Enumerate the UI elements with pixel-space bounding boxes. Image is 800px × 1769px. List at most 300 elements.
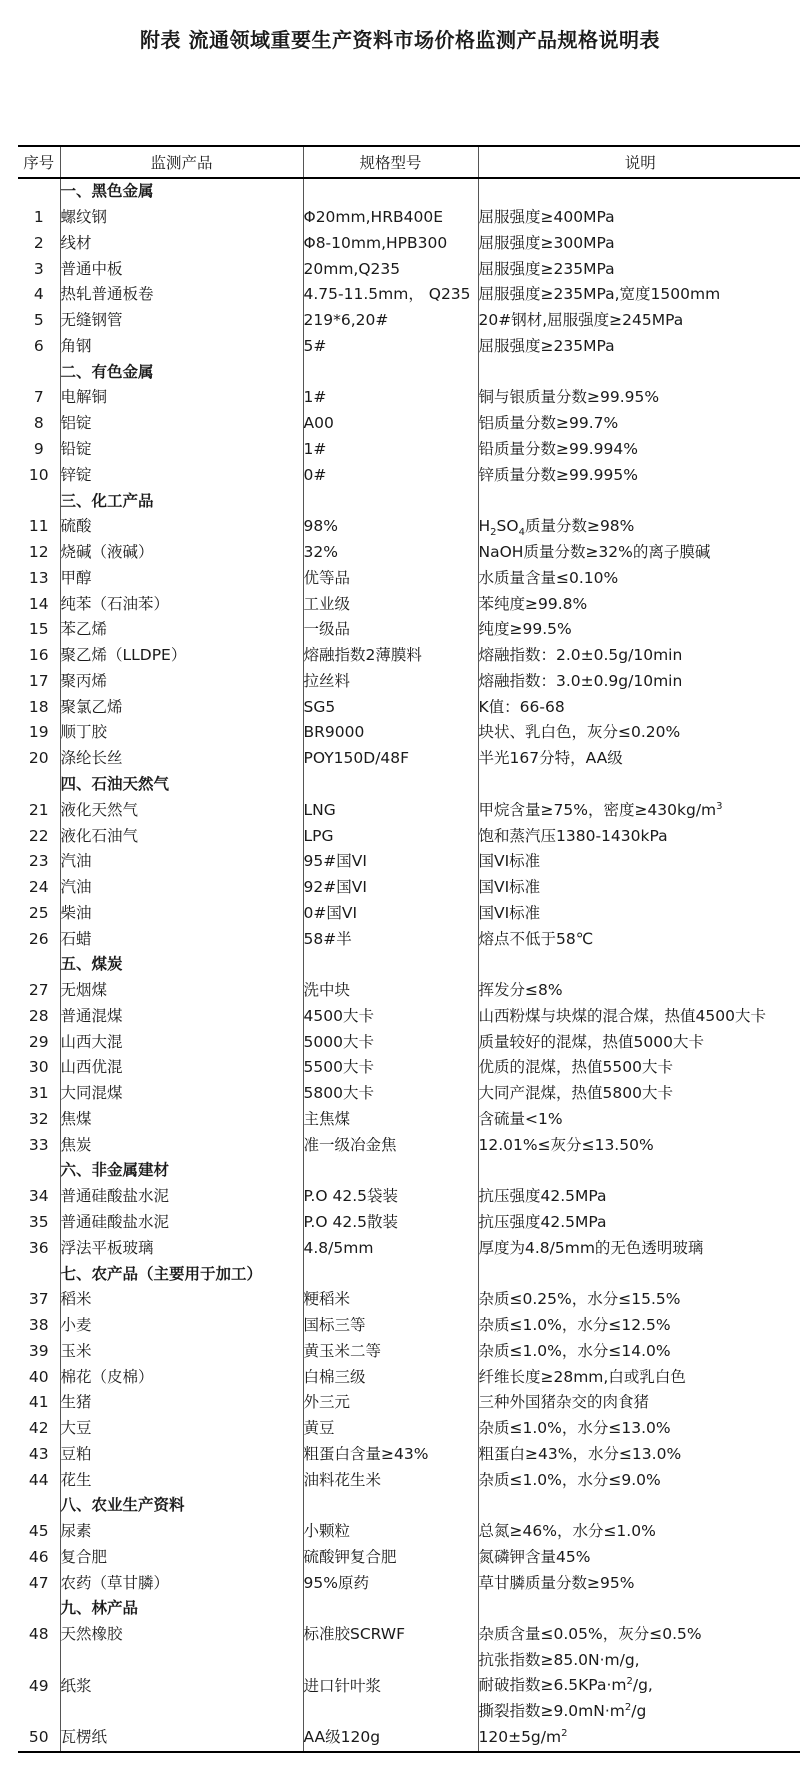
- table-row: [18, 978, 800, 1004]
- spec-model: 粳稻米: [303, 1287, 478, 1313]
- row-number: 33: [18, 1132, 60, 1158]
- category-name: 九、林产品: [60, 1596, 303, 1622]
- category-spec-cell: [303, 772, 478, 798]
- description: 大同产混煤，热值5800大卡: [478, 1084, 673, 1103]
- row-number: 40: [18, 1364, 60, 1390]
- table-header-row: [18, 146, 800, 178]
- product-name: 顺丁胶: [60, 720, 303, 746]
- category-desc-cell: [478, 1493, 800, 1519]
- table-row: [18, 1364, 800, 1390]
- category-desc-cell: [478, 359, 800, 385]
- category-name: 六、非金属建材: [60, 1158, 303, 1184]
- spec-model: 5#: [303, 334, 478, 360]
- product-name: 普通中板: [60, 256, 303, 282]
- description: [478, 1648, 800, 1725]
- product-name: 涤纶长丝: [60, 746, 303, 772]
- description: 抗压强度42.5MPa: [478, 1187, 607, 1206]
- table-row: [18, 1313, 800, 1339]
- row-number: 4: [18, 282, 60, 308]
- spec-model: 标准胶SCRWF: [303, 1622, 478, 1648]
- product-name: 汽油: [60, 849, 303, 875]
- product-name: 硫酸: [60, 514, 303, 540]
- category-row: [18, 1261, 800, 1287]
- description: 纤维长度≥28mm,白或乳白色: [478, 1367, 686, 1386]
- description-text: /g,: [632, 1676, 653, 1695]
- table-row: [18, 849, 800, 875]
- table-row: [18, 1545, 800, 1571]
- description: 杂质≤1.0%，水分≤9.0%: [478, 1470, 661, 1489]
- description: 熔点不低于58℃: [478, 929, 594, 948]
- product-name: 浮法平板玻璃: [60, 1235, 303, 1261]
- product-name: 液化石油气: [60, 823, 303, 849]
- description-text: 抗张指数≥85.0N·m/g,: [478, 1650, 640, 1669]
- category-row: [18, 359, 800, 385]
- category-spec-cell: [303, 952, 478, 978]
- category-name: 三、化工产品: [60, 488, 303, 514]
- spec-model: 95%原药: [303, 1570, 478, 1596]
- table-row: [18, 875, 800, 901]
- table-body: [18, 178, 800, 1752]
- table-row: [18, 591, 800, 617]
- spec-model: 黄豆: [303, 1416, 478, 1442]
- description: 屈服强度≥300MPa: [478, 233, 615, 252]
- spec-model: 硫酸钾复合肥: [303, 1545, 478, 1571]
- category-spec-cell: [303, 1493, 478, 1519]
- table-row: [18, 565, 800, 591]
- product-name: 锌锭: [60, 462, 303, 488]
- description: 杂质≤0.25%，水分≤15.5%: [478, 1290, 681, 1309]
- table-row: [18, 1570, 800, 1596]
- row-number: 23: [18, 849, 60, 875]
- product-name: 无缝钢管: [60, 308, 303, 334]
- category-no-cell: [18, 1261, 60, 1287]
- product-name: 聚氯乙烯: [60, 694, 303, 720]
- description: 半光167分特，AA级: [478, 749, 623, 768]
- product-name: 小麦: [60, 1313, 303, 1339]
- row-number: 3: [18, 256, 60, 282]
- description-subscript: 2: [490, 527, 497, 539]
- product-name: 聚丙烯: [60, 669, 303, 695]
- description-superscript: 2: [624, 1702, 632, 1714]
- product-name: 大同混煤: [60, 1081, 303, 1107]
- description: 饱和蒸汽压1380-1430kPa: [478, 826, 668, 845]
- spec-table: [18, 145, 800, 1753]
- category-desc-cell: [478, 488, 800, 514]
- category-desc-cell: [478, 178, 800, 205]
- description: 三种外国猪杂交的肉食猪: [478, 1393, 650, 1412]
- description: 屈服强度≥235MPa: [478, 336, 615, 355]
- header-no: 序号: [18, 146, 60, 178]
- category-spec-cell: [303, 488, 478, 514]
- description: 锌质量分数≥99.995%: [478, 465, 638, 484]
- spec-model: 国标三等: [303, 1313, 478, 1339]
- row-number: 28: [18, 1004, 60, 1030]
- spec-model: P.O 42.5散装: [303, 1210, 478, 1236]
- table-row: [18, 1081, 800, 1107]
- category-row: [18, 1596, 800, 1622]
- spec-model: SG5: [303, 694, 478, 720]
- table-row: [18, 1210, 800, 1236]
- row-number: 41: [18, 1390, 60, 1416]
- category-row: [18, 952, 800, 978]
- description: K值：66-68: [478, 697, 565, 716]
- row-number: 44: [18, 1467, 60, 1493]
- description: 国VI标准: [478, 903, 541, 922]
- description: 杂质≤1.0%，水分≤13.0%: [478, 1419, 671, 1438]
- table-row: [18, 1467, 800, 1493]
- spec-model: P.O 42.5袋装: [303, 1184, 478, 1210]
- description-supscript: 3: [716, 800, 723, 812]
- product-name: 柴油: [60, 900, 303, 926]
- row-number: 32: [18, 1107, 60, 1133]
- spec-model: LNG: [303, 797, 478, 823]
- spec-model: 98%: [303, 514, 478, 540]
- spec-model: 20mm,Q235: [303, 256, 478, 282]
- description: NaOH质量分数≥32%的离子膜碱: [478, 543, 711, 562]
- product-name: 铅锭: [60, 437, 303, 463]
- row-number: 19: [18, 720, 60, 746]
- table-row: [18, 1132, 800, 1158]
- product-name: 焦煤: [60, 1107, 303, 1133]
- category-no-cell: [18, 178, 60, 205]
- product-name: 普通混煤: [60, 1004, 303, 1030]
- spec-model: 1#: [303, 385, 478, 411]
- table-row: [18, 823, 800, 849]
- product-name: 棉花（皮棉）: [60, 1364, 303, 1390]
- description: 厚度为4.8/5mm的无色透明玻璃: [478, 1238, 704, 1257]
- description: 质量较好的混煤，热值5000大卡: [478, 1032, 704, 1051]
- spec-model: 油料花生米: [303, 1467, 478, 1493]
- row-number: 43: [18, 1442, 60, 1468]
- description: 优质的混煤，热值5500大卡: [478, 1058, 673, 1077]
- product-name: 山西优混: [60, 1055, 303, 1081]
- category-name: 八、农业生产资料: [60, 1493, 303, 1519]
- category-row: [18, 488, 800, 514]
- product-name: 液化天然气: [60, 797, 303, 823]
- description-line: [479, 1699, 800, 1725]
- description-line: [479, 1648, 800, 1674]
- spec-model: 5800大卡: [303, 1081, 478, 1107]
- description-subscript: 4: [518, 527, 525, 539]
- category-row: [18, 772, 800, 798]
- row-number: 22: [18, 823, 60, 849]
- table-row: [18, 514, 800, 540]
- product-name: 角钢: [60, 334, 303, 360]
- table-row: [18, 669, 800, 695]
- row-number: 36: [18, 1235, 60, 1261]
- product-name: 纯苯（石油苯）: [60, 591, 303, 617]
- row-number: 13: [18, 565, 60, 591]
- table-row: [18, 1029, 800, 1055]
- product-name: 豆粕: [60, 1442, 303, 1468]
- row-number: 34: [18, 1184, 60, 1210]
- table-row: [18, 1442, 800, 1468]
- row-number: 42: [18, 1416, 60, 1442]
- row-number: 47: [18, 1570, 60, 1596]
- row-number: 29: [18, 1029, 60, 1055]
- description: 铜与银质量分数≥99.95%: [478, 388, 660, 407]
- row-number: 30: [18, 1055, 60, 1081]
- table-row: [18, 437, 800, 463]
- product-name: 生猪: [60, 1390, 303, 1416]
- product-name: 纸浆: [60, 1648, 303, 1725]
- spec-model: AA级120g: [303, 1725, 478, 1752]
- product-name: 玉米: [60, 1338, 303, 1364]
- spec-model: 进口针叶浆: [303, 1648, 478, 1725]
- spec-model: BR9000: [303, 720, 478, 746]
- spec-model: 1#: [303, 437, 478, 463]
- category-no-cell: [18, 1493, 60, 1519]
- spec-model: 洗中块: [303, 978, 478, 1004]
- table-row: [18, 617, 800, 643]
- product-name: 普通硅酸盐水泥: [60, 1210, 303, 1236]
- spec-model: 5500大卡: [303, 1055, 478, 1081]
- description: 屈服强度≥235MPa,宽度1500mm: [478, 285, 721, 304]
- description: 苯纯度≥99.8%: [478, 594, 588, 613]
- table-row: [18, 1184, 800, 1210]
- product-name: 山西大混: [60, 1029, 303, 1055]
- spec-model: 58#半: [303, 926, 478, 952]
- row-number: 17: [18, 669, 60, 695]
- row-number: 2: [18, 231, 60, 257]
- description: 粗蛋白≥43%，水分≤13.0%: [478, 1444, 682, 1463]
- row-number: 1: [18, 205, 60, 231]
- category-spec-cell: [303, 359, 478, 385]
- table-row: [18, 256, 800, 282]
- spec-model: Φ8-10mm,HPB300: [303, 231, 478, 257]
- description-text: 甲烷含量≥75%，密度≥430kg/m: [478, 800, 717, 819]
- table-row: [18, 334, 800, 360]
- spec-model: POY150D/48F: [303, 746, 478, 772]
- table-row: [18, 1725, 800, 1752]
- table-row: [18, 694, 800, 720]
- table-row: [18, 900, 800, 926]
- category-name: 五、煤炭: [60, 952, 303, 978]
- product-name: 甲醇: [60, 565, 303, 591]
- table-row: [18, 1235, 800, 1261]
- product-name: 瓦楞纸: [60, 1725, 303, 1752]
- product-name: 苯乙烯: [60, 617, 303, 643]
- category-name: 七、农产品（主要用于加工）: [60, 1261, 303, 1287]
- description: 挥发分≤8%: [478, 981, 563, 1000]
- spec-model: 4.8/5mm: [303, 1235, 478, 1261]
- spec-model: 4.75-11.5mm， Q235: [303, 282, 478, 308]
- row-number: 15: [18, 617, 60, 643]
- category-desc-cell: [478, 1158, 800, 1184]
- description: 草甘膦质量分数≥95%: [478, 1573, 635, 1592]
- row-number: 21: [18, 797, 60, 823]
- category-no-cell: [18, 1596, 60, 1622]
- table-row: [18, 1519, 800, 1545]
- description: 水质量含量≤0.10%: [478, 568, 619, 587]
- row-number: 7: [18, 385, 60, 411]
- table-row: [18, 1004, 800, 1030]
- description: 杂质≤1.0%，水分≤12.5%: [478, 1316, 671, 1335]
- description: 国VI标准: [478, 878, 541, 897]
- category-row: [18, 1493, 800, 1519]
- table-row: [18, 1622, 800, 1648]
- product-name: 稻米: [60, 1287, 303, 1313]
- category-spec-cell: [303, 178, 478, 205]
- description-line: [479, 1673, 800, 1699]
- table-row: [18, 411, 800, 437]
- description: 杂质≤1.0%，水分≤14.0%: [478, 1341, 671, 1360]
- row-number: 49: [18, 1648, 60, 1725]
- spec-model: 95#国VI: [303, 849, 478, 875]
- description-text: 120±5g/m: [478, 1728, 562, 1747]
- row-number: 10: [18, 462, 60, 488]
- row-number: 26: [18, 926, 60, 952]
- spec-model: 0#国VI: [303, 900, 478, 926]
- row-number: 35: [18, 1210, 60, 1236]
- table-row: [18, 205, 800, 231]
- spec-model: 0#: [303, 462, 478, 488]
- row-number: 45: [18, 1519, 60, 1545]
- row-number: 25: [18, 900, 60, 926]
- product-name: 螺纹钢: [60, 205, 303, 231]
- description: 国VI标准: [478, 852, 541, 871]
- row-number: 24: [18, 875, 60, 901]
- table-row: [18, 746, 800, 772]
- spec-model: 粗蛋白含量≥43%: [303, 1442, 478, 1468]
- description: 屈服强度≥400MPa: [478, 208, 615, 227]
- product-name: 尿素: [60, 1519, 303, 1545]
- spec-model: 白棉三级: [303, 1364, 478, 1390]
- spec-model: 工业级: [303, 591, 478, 617]
- row-number: 27: [18, 978, 60, 1004]
- category-no-cell: [18, 952, 60, 978]
- category-row: [18, 178, 800, 205]
- row-number: 11: [18, 514, 60, 540]
- product-name: 无烟煤: [60, 978, 303, 1004]
- description: 抗压强度42.5MPa: [478, 1212, 607, 1231]
- product-name: 农药（草甘膦）: [60, 1570, 303, 1596]
- spec-model: 外三元: [303, 1390, 478, 1416]
- product-name: 普通硅酸盐水泥: [60, 1184, 303, 1210]
- description: 纯度≥99.5%: [478, 620, 572, 639]
- spec-model: LPG: [303, 823, 478, 849]
- row-number: 38: [18, 1313, 60, 1339]
- spec-model: 219*6,20#: [303, 308, 478, 334]
- product-name: 石蜡: [60, 926, 303, 952]
- table-row: [18, 1055, 800, 1081]
- category-no-cell: [18, 772, 60, 798]
- description: [478, 1725, 800, 1752]
- spec-model: 拉丝料: [303, 669, 478, 695]
- table-row: [18, 231, 800, 257]
- category-no-cell: [18, 359, 60, 385]
- category-spec-cell: [303, 1158, 478, 1184]
- product-name: 焦炭: [60, 1132, 303, 1158]
- category-desc-cell: [478, 772, 800, 798]
- description: [478, 797, 800, 823]
- table-row: [18, 643, 800, 669]
- table-row: [18, 462, 800, 488]
- table-row: [18, 1648, 800, 1725]
- category-spec-cell: [303, 1596, 478, 1622]
- spec-model: Φ20mm,HRB400E: [303, 205, 478, 231]
- row-number: 48: [18, 1622, 60, 1648]
- description: 块状、乳白色，灰分≤0.20%: [478, 723, 681, 742]
- category-name: 一、黑色金属: [60, 178, 303, 205]
- spec-model: 主焦煤: [303, 1107, 478, 1133]
- spec-model: 92#国VI: [303, 875, 478, 901]
- header-desc: 说明: [478, 146, 800, 178]
- spec-model: 5000大卡: [303, 1029, 478, 1055]
- page-title: 附表 流通领域重要生产资料市场价格监测产品规格说明表: [140, 28, 660, 52]
- product-name: 大豆: [60, 1416, 303, 1442]
- category-name: 四、石油天然气: [60, 772, 303, 798]
- description: 熔融指数：2.0±0.5g/10min: [478, 646, 683, 665]
- product-name: 聚乙烯（LLDPE）: [60, 643, 303, 669]
- description: [478, 514, 800, 540]
- category-desc-cell: [478, 952, 800, 978]
- spec-model: 准一级冶金焦: [303, 1132, 478, 1158]
- product-name: 天然橡胶: [60, 1622, 303, 1648]
- description: 熔融指数：3.0±0.9g/10min: [478, 671, 683, 690]
- description: 12.01%≤灰分≤13.50%: [478, 1135, 654, 1154]
- category-no-cell: [18, 1158, 60, 1184]
- description-text: 耐破指数≥6.5KPa·m: [478, 1676, 627, 1695]
- description-text: 质量分数≥98%: [524, 517, 635, 536]
- spec-model: 小颗粒: [303, 1519, 478, 1545]
- category-spec-cell: [303, 1261, 478, 1287]
- table-row: [18, 1287, 800, 1313]
- category-desc-cell: [478, 1596, 800, 1622]
- table-row: [18, 797, 800, 823]
- row-number: 9: [18, 437, 60, 463]
- table-row: [18, 282, 800, 308]
- description: 山西粉煤与块煤的混合煤，热值4500大卡: [478, 1006, 766, 1025]
- row-number: 6: [18, 334, 60, 360]
- row-number: 16: [18, 643, 60, 669]
- row-number: 5: [18, 308, 60, 334]
- product-name: 汽油: [60, 875, 303, 901]
- description: 屈服强度≥235MPa: [478, 259, 615, 278]
- row-number: 12: [18, 540, 60, 566]
- row-number: 39: [18, 1338, 60, 1364]
- description-text: 撕裂指数≥9.0mN·m: [478, 1702, 625, 1721]
- row-number: 31: [18, 1081, 60, 1107]
- row-number: 14: [18, 591, 60, 617]
- spec-model: 优等品: [303, 565, 478, 591]
- table-row: [18, 308, 800, 334]
- category-name: 二、有色金属: [60, 359, 303, 385]
- description: 铅质量分数≥99.994%: [478, 440, 638, 459]
- row-number: 18: [18, 694, 60, 720]
- table-row: [18, 1390, 800, 1416]
- product-name: 线材: [60, 231, 303, 257]
- product-name: 电解铜: [60, 385, 303, 411]
- description-supscript: 2: [561, 1728, 568, 1740]
- table-row: [18, 1416, 800, 1442]
- product-name: 烧碱（液碱）: [60, 540, 303, 566]
- description: 20#钢材,屈服强度≥245MPa: [478, 311, 684, 330]
- description: 含硫量<1%: [478, 1109, 563, 1128]
- category-desc-cell: [478, 1261, 800, 1287]
- product-name: 复合肥: [60, 1545, 303, 1571]
- table-row: [18, 720, 800, 746]
- description-superscript: 2: [626, 1676, 633, 1688]
- category-no-cell: [18, 488, 60, 514]
- spec-model: 熔融指数2薄膜料: [303, 643, 478, 669]
- description-text: SO: [496, 517, 519, 536]
- row-number: 8: [18, 411, 60, 437]
- header-spec: 规格型号: [303, 146, 478, 178]
- description: 铝质量分数≥99.7%: [478, 414, 619, 433]
- row-number: 50: [18, 1725, 60, 1752]
- spec-model: 黄玉米二等: [303, 1338, 478, 1364]
